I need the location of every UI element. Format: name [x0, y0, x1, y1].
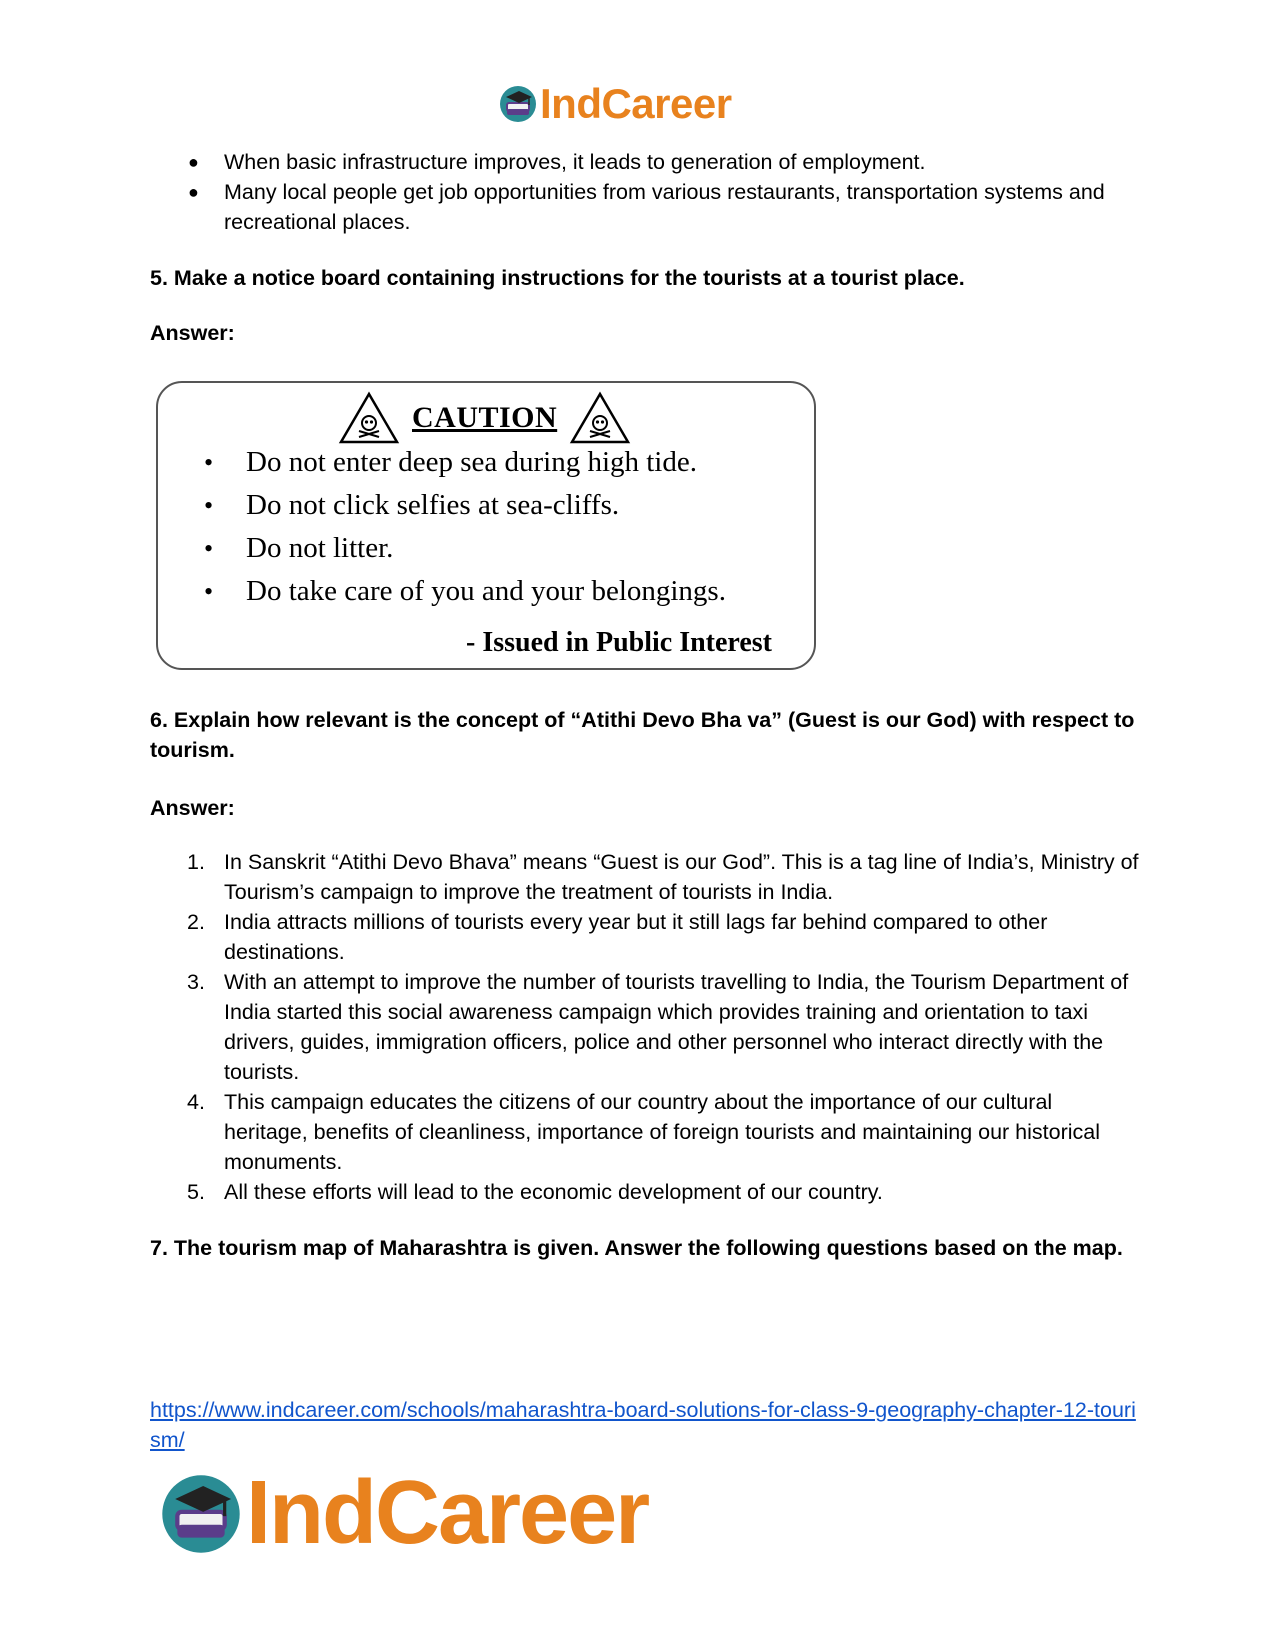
- graduation-cap-book-icon: [498, 84, 538, 124]
- list-item: 4. This campaign educates the citizens of our country about the importance of our cultural heritage, benefits of cleanliness, importance of foreign tourists and maintaining our historical monuments.: [187, 1090, 1101, 1174]
- caution-notice-board: [156, 381, 816, 670]
- notice-list: [204, 441, 726, 613]
- answer-label: Answer:: [150, 796, 235, 820]
- list-item: 1. In Sanskrit “Atithi Devo Bhava” means “Guest is our God”. This is a tag line of India’s, Ministry of Tourism’s campaign to improve the treatment of tourists in India.: [187, 850, 1139, 904]
- notice-heading: [338, 391, 631, 445]
- list-item: • Do take care of you and your belongings.: [204, 575, 726, 607]
- footer-logo: [158, 1462, 648, 1565]
- question-5: 5. Make a notice board containing instructions for the tourists at a tourist place.: [150, 266, 965, 290]
- notice-issued-by: - Issued in Public Interest: [466, 627, 772, 658]
- list-item: • Do not click selfies at sea-cliffs.: [204, 489, 620, 521]
- skull-warning-icon: [569, 391, 631, 445]
- skull-warning-icon: [338, 391, 400, 445]
- intro-bullet-list: [150, 147, 1130, 237]
- list-item: • Do not enter deep sea during high tide.: [204, 446, 697, 478]
- list-item: 5. All these efforts will lead to the economic development of our country.: [187, 1180, 883, 1204]
- notice-title: CAUTION: [412, 401, 558, 434]
- list-item: ● When basic infrastructure improves, it leads to generation of employment.: [188, 150, 926, 174]
- header-logo: [498, 80, 732, 128]
- list-item: ● Many local people get job opportunities from various restaurants, transportation systems and recreational places.: [188, 180, 1105, 234]
- source-link[interactable]: https://www.indcareer.com/schools/maharashtra-board-solutions-for-class-9-geography-chapter-12-tourism/: [150, 1398, 1136, 1452]
- question-6: 6. Explain how relevant is the concept of “Atithi Devo Bha va” (Guest is our God) with respect to tourism.: [150, 708, 1135, 762]
- logo-wordmark: IndCareer: [246, 1463, 649, 1563]
- answer-numbered-list: [150, 847, 1140, 1207]
- list-item: • Do not litter.: [204, 532, 394, 564]
- graduation-cap-book-icon: [158, 1471, 244, 1557]
- logo-wordmark: IndCareer: [540, 80, 732, 127]
- answer-label: Answer:: [150, 321, 235, 345]
- list-item: 2. India attracts millions of tourists every year but it still lags far behind compared to other destinations.: [187, 910, 1048, 964]
- question-7: 7. The tourism map of Maharashtra is given. Answer the following questions based on the map.: [150, 1236, 1123, 1260]
- list-item: 3. With an attempt to improve the number of tourists travelling to India, the Tourism Department of India started this social awareness campaign which provides training and orientation to taxi drivers, guides, immigration officers, police and other personnel who interact directly with the tourists.: [187, 970, 1129, 1084]
